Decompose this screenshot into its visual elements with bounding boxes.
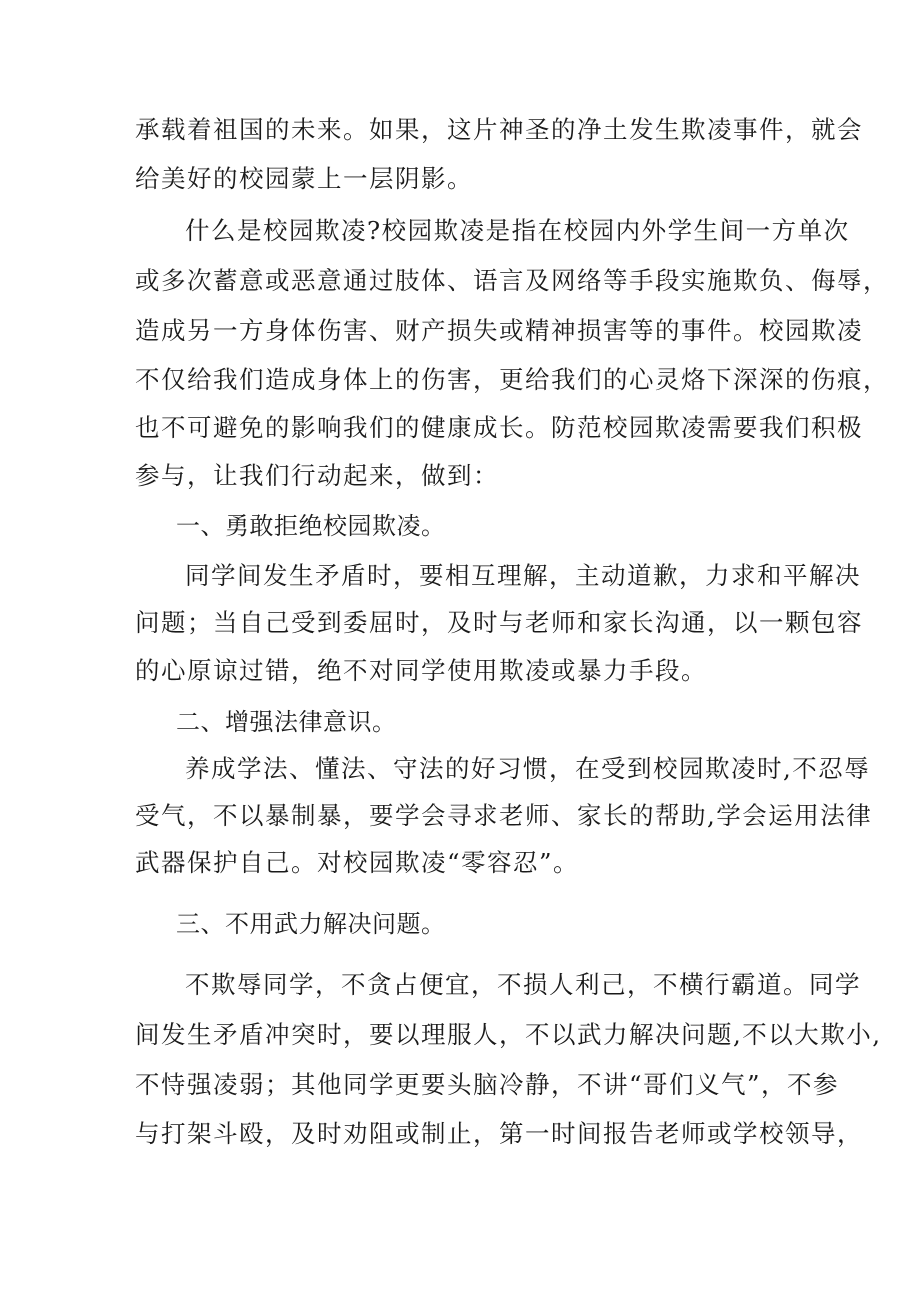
paragraph-line: 什么是校园欺凌?校园欺凌是指在校园内外学生间一方单次: [185, 216, 850, 245]
paragraph-line: 不恃强凌弱；其他同学更要头脑冷静，不讲“哥们义气”，不参: [135, 1070, 840, 1099]
paragraph-line: 造成另一方身体伤害、财产损失或精神损害等的事件。校园欺凌: [135, 316, 863, 345]
paragraph-line: 不仅给我们造成身体上的伤害，更给我们的心灵烙下深深的伤痕，: [135, 365, 889, 394]
paragraph-line: 问题；当自己受到委屈时，及时与老师和家长沟通，以一颗包容: [135, 608, 863, 637]
section-heading-1: 一、勇敢拒绝校园欺凌。: [176, 512, 446, 540]
paragraph-line: 或多次蓄意或恶意通过肢体、语言及网络等手段实施欺负、侮辱，: [135, 266, 889, 295]
paragraph-line: 也不可避免的影响我们的健康成长。防范校园欺凌需要我们积极: [135, 413, 863, 442]
section-heading-2: 二、增强法律意识。: [176, 708, 397, 736]
paragraph-line: 间发生矛盾冲突时，要以理服人，不以武力解决问题,不以大欺小,: [135, 1020, 882, 1049]
paragraph-line: 参与，让我们行动起来，做到：: [135, 461, 499, 490]
paragraph-line: 受气，不以暴制暴，要学会寻求老师、家长的帮助,学会运用法律: [135, 801, 873, 830]
paragraph-line: 给美好的校园蒙上一层阴影。: [135, 164, 473, 193]
paragraph-line: 武器保护自己。对校园欺凌“零容忍”。: [135, 848, 580, 877]
paragraph-line: 养成学法、懂法、守法的好习惯，在受到校园欺凌时,不忍辱: [185, 754, 871, 783]
paragraph-line: 同学间发生矛盾时，要相互理解，主动道歉，力求和平解决: [185, 561, 861, 590]
paragraph-line: 与打架斗殴，及时劝阻或制止，第一时间报告老师或学校领导，: [135, 1119, 863, 1148]
section-heading-3: 三、不用武力解决问题。: [176, 910, 446, 938]
paragraph-line: 不欺辱同学，不贪占便宜，不损人利己，不横行霸道。同学: [185, 970, 861, 999]
paragraph-line: 的心原谅过错，绝不对同学使用欺凌或暴力手段。: [135, 656, 707, 685]
paragraph-line: 承载着祖国的未来。如果，这片神圣的净土发生欺凌事件，就会: [135, 115, 863, 144]
